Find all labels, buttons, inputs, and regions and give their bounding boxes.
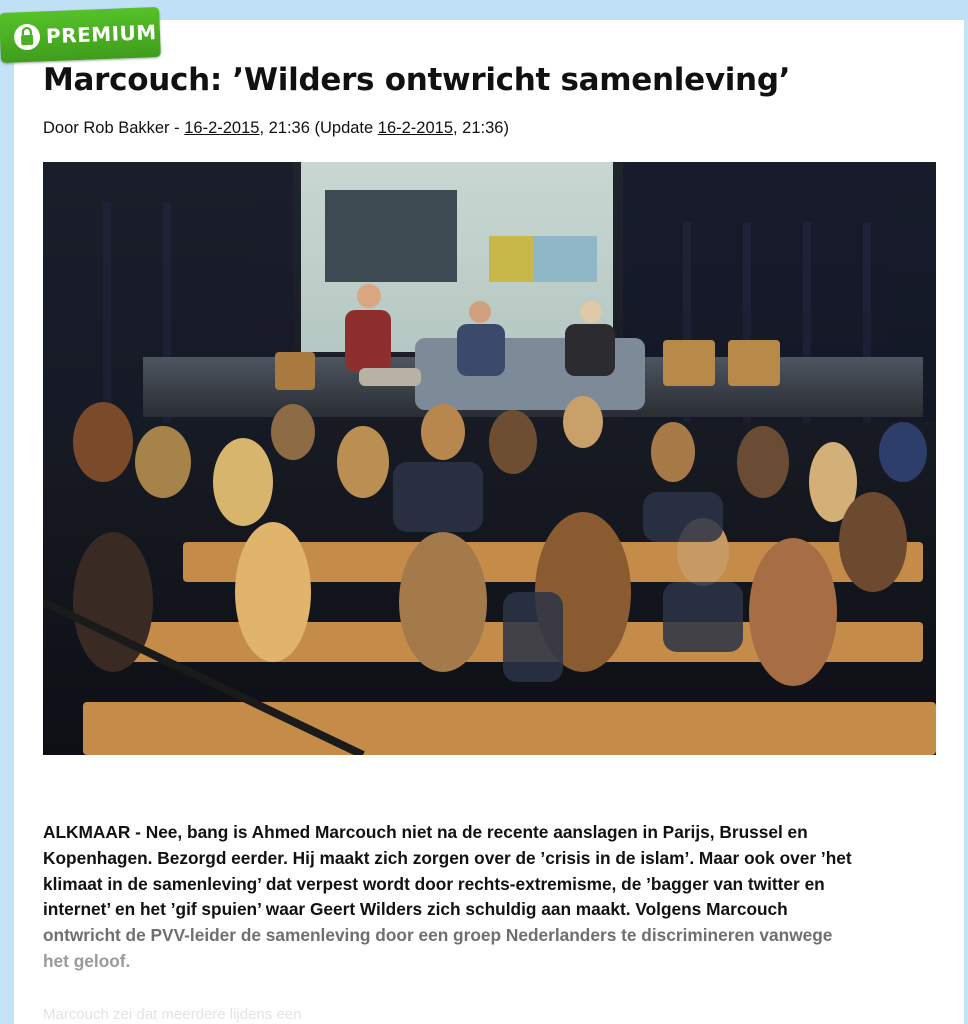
- premium-badge[interactable]: [0, 7, 161, 63]
- article-body: [43, 820, 943, 975]
- body-line-4: internet’ en het ’gif spuien’ waar Geert Wilders zich schuldig aan maakt. Volgens Marcouch: [43, 899, 788, 920]
- byline: [43, 119, 509, 138]
- article-title: Marcouch: ’Wilders ontwricht samenleving’: [43, 62, 791, 98]
- update-date-link[interactable]: 16-2-2015: [377, 119, 454, 137]
- publish-time: , 21:36 (Update: [259, 119, 378, 137]
- body-line-1: ALKMAAR - Nee, bang is Ahmed Marcouch niet na de recente aanslagen in Parijs, Brussel en: [43, 822, 808, 842]
- premium-label: PREMIUM: [45, 20, 158, 49]
- body-line-2: Kopenhagen. Bezorgd eerder. Hij maakt zich zorgen over de ’crisis in de islam’. Maar ook over ’het: [43, 847, 852, 868]
- author-text: Door Rob Bakker -: [43, 119, 185, 137]
- lock-icon: [9, 19, 44, 54]
- audience-photo: [43, 162, 936, 755]
- publish-date-link[interactable]: 16-2-2015: [184, 119, 260, 137]
- body-line-3: klimaat in de samenleving’ dat verpest wordt door rechts-extremisme, de ’bagger van twitter en: [43, 873, 825, 894]
- body-line-5: ontwricht de PVV-leider de samenleving door een groep Nederlanders te discrimineren vanwege: [43, 925, 833, 946]
- article-photo[interactable]: [43, 162, 936, 755]
- update-time: , 21:36): [453, 119, 509, 137]
- faded-paragraph-preview: Marcouch zei dat meerdere lijdens een: [43, 1006, 302, 1023]
- body-line-6: het geloof.: [43, 950, 131, 971]
